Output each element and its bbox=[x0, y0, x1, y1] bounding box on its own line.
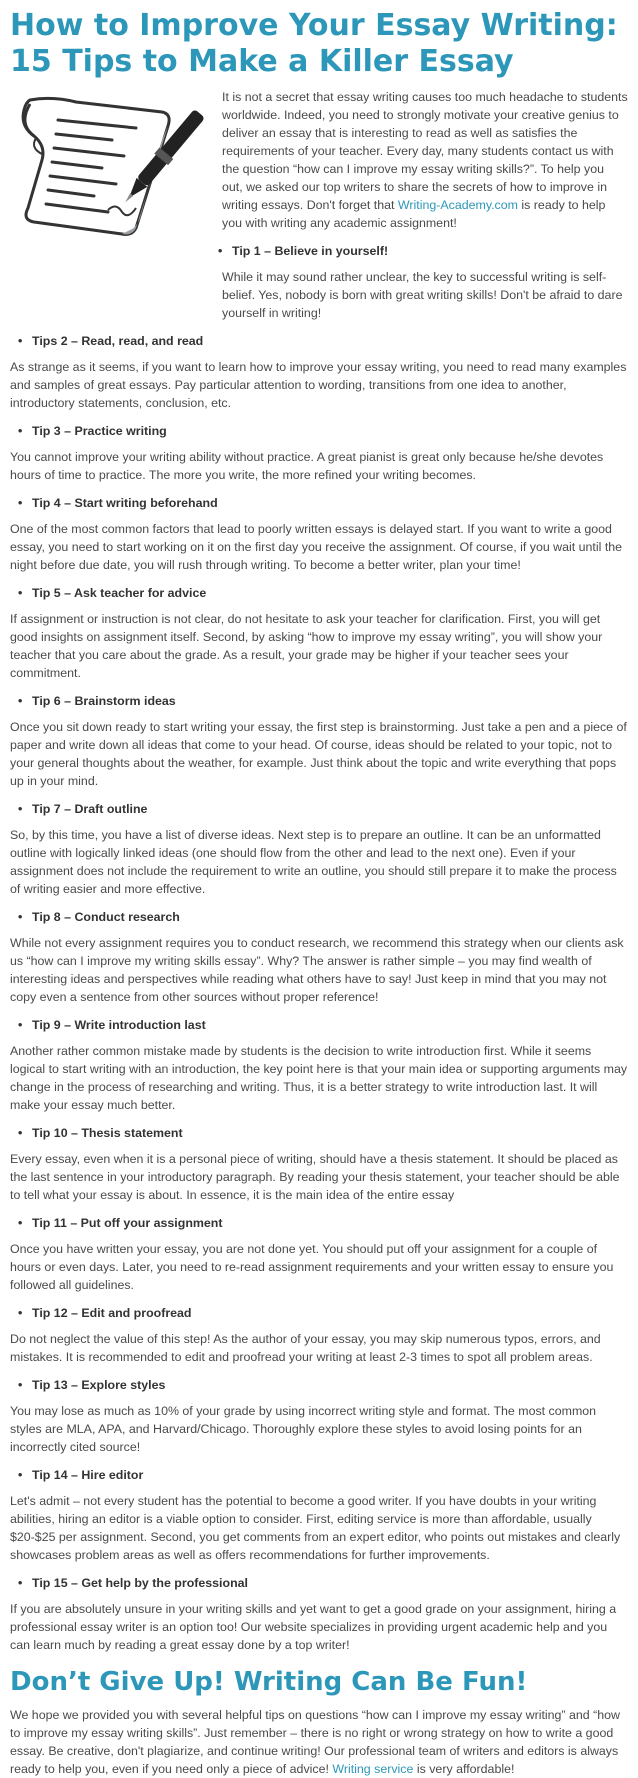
tip-heading: • Tips 2 – Read, read, and read bbox=[32, 332, 628, 350]
tip-heading: • Tip 13 – Explore styles bbox=[32, 1376, 628, 1394]
tip-12 bbox=[10, 1304, 628, 1366]
tip-heading: • Tip 15 – Get help by the professional bbox=[32, 1574, 628, 1592]
tip-heading: • Tip 5 – Ask teacher for advice bbox=[32, 584, 628, 602]
tip-3 bbox=[10, 422, 628, 484]
title-line-1: How to Improve Your Essay Writing: bbox=[10, 8, 618, 43]
title-line-2: 15 Tips to Make a Killer Essay bbox=[10, 44, 514, 79]
intro-paragraph: It is not a secret that essay writing causes too much headache to students worldwide. Indeed, you need to strongly motivate your creative genius to deliver an essay that is interesting to read as well as satisfies the requirements of your teacher. Every day, many students contact us with the question “how can I improve my essay writing skills?”. To help you out, we asked our top writers to share the secrets of how to improve in writing essays. Don't forget that Writing-Academy.com is ready to help you with writing any academic assignment! bbox=[222, 90, 628, 230]
intro-section bbox=[10, 88, 628, 322]
paper-and-pen-illustration bbox=[12, 90, 210, 240]
tip-text: Let's admit – not every student has the potential to become a good writer. If you have doubts in your writing abilities, hiring an editor is a viable option to consider. First, editing service is more than affordable, usually $20-$25 per assignment. Second, you get comments from an expert editor, who points out mistakes and clearly showcases problem areas as well as offers recommendations for further improvements. bbox=[10, 1494, 621, 1562]
tip-1 bbox=[10, 242, 628, 322]
tip-heading: • Tip 1 – Believe in yourself! bbox=[232, 242, 628, 260]
tip-text: Every essay, even when it is a personal piece of writing, should have a thesis statement. It should be placed as the last sentence in your introductory paragraph. By reading your thesis statement, your teacher should be able to tell what your essay is about. In essence, it is the main idea of the entire essay bbox=[10, 1152, 620, 1202]
tip-6 bbox=[10, 692, 628, 790]
tip-text: While it may sound rather unclear, the key to successful writing is self-belief. Yes, nobody is born with great writing skills! Don't be afraid to dare yourself in writing! bbox=[222, 270, 623, 320]
tip-text: As strange as it seems, if you want to learn how to improve your essay writing, you need to read many examples and samples of great essays. Pay particular attention to wording, transitions from one idea to another, introductory statements, conclusion, etc. bbox=[10, 360, 627, 410]
tip-text: If assignment or instruction is not clear, do not hesitate to ask your teacher for clarification. First, you will get good insights on assignment itself. Second, by asking “how to improve my essay writing”, you will show your teacher that you care about the grade. As a result, your grade may be higher if your teacher sees your commitment. bbox=[10, 612, 603, 680]
tip-15 bbox=[10, 1574, 628, 1654]
tip-heading: • Tip 12 – Edit and proofread bbox=[32, 1304, 628, 1322]
tip-text: You cannot improve your writing ability without practice. A great pianist is great only because he/she devotes hours of time to practice. The more you write, the more refined your writing becomes. bbox=[10, 450, 604, 482]
tip-11 bbox=[10, 1214, 628, 1294]
tip-text: Once you have written your essay, you are not done yet. You should put off your assignment for a couple of hours or even days. Later, you need to re-read assignment requirements and your written essay to ensure you followed all guidelines. bbox=[10, 1242, 614, 1292]
tip-text: You may lose as much as 10% of your grade by using incorrect writing style and format. The most common styles are MLA, APA, and Harvard/Chicago. Thoroughly explore these styles to avoid losing points for an incorrectly cited source! bbox=[10, 1404, 597, 1454]
tip-8 bbox=[10, 908, 628, 1006]
tip-heading: • Tip 3 – Practice writing bbox=[32, 422, 628, 440]
tip-heading: • Tip 8 – Conduct research bbox=[32, 908, 628, 926]
tip-heading: • Tip 6 – Brainstorm ideas bbox=[32, 692, 628, 710]
tip-text: One of the most common factors that lead to poorly written essays is delayed start. If you want to write a good essay, you need to start working on it on the first day you receive the assignment. Of course, if you wait until the night before due date, you will rush through writing. To become a better writer, plan your time! bbox=[10, 522, 623, 572]
tip-heading: • Tip 4 – Start writing beforehand bbox=[32, 494, 628, 512]
tip-heading: • Tip 9 – Write introduction last bbox=[32, 1016, 628, 1034]
page-title bbox=[10, 8, 628, 80]
tip-text: So, by this time, you have a list of diverse ideas. Next step is to prepare an outline. It can be an unformatted outline with logically linked ideas (one should flow from the other and lead to the next one). Even if your assignment does not include the requirement to write an outline, you should still prepare it to make the process of writing easier and more effective. bbox=[10, 828, 617, 896]
tip-7 bbox=[10, 800, 628, 898]
tip-10 bbox=[10, 1124, 628, 1204]
closing-paragraph: We hope we provided you with several helpful tips on questions “how can I improve my essay writing” and “how to improve my essay writing skills”. Just remember – there is no right or wrong strategy on how to write a good essay. Be creative, don't plagiarize, and continue writing! Our professional team of writers and editors is always ready to help you, even if you need only a piece of advice! Writing service is very affordable! bbox=[10, 1708, 620, 1776]
tip-text: While not every assignment requires you to conduct research, we recommend this strategy when our clients ask us “how can I improve my writing skills essay”. Why? The answer is rather simple – you may find wealth of interesting ideas and perspectives while reading what others have to say! Just keep in mind that you may not copy even a sentence from other sources without proper reference! bbox=[10, 936, 624, 1004]
tip-13 bbox=[10, 1376, 628, 1456]
tip-text: Do not neglect the value of this step! As the author of your essay, you may skip numerous typos, errors, and mistakes. It is recommended to edit and proofread your writing at least 2-3 times to spot all problem areas. bbox=[10, 1332, 601, 1364]
tip-4 bbox=[10, 494, 628, 574]
tip-heading: • Tip 14 – Hire editor bbox=[32, 1466, 628, 1484]
closing-title: Don’t Give Up! Writing Can Be Fun! bbox=[10, 1667, 528, 1697]
tip-text: If you are absolutely unsure in your writing skills and yet want to get a good grade on your assignment, hiring a professional essay writer is an option too! Our website specializes in providing urgent academic help and you can learn much by reading a great essay done by a top writer! bbox=[10, 1602, 617, 1652]
tip-text: Another rather common mistake made by students is the decision to write introduction first. While it seems logical to start writing with an introduction, the key point here is that your main idea or supporting arguments may change in the process of researching and writing. Thus, it is a better strategy to write introduction last. It will make your essay much better. bbox=[10, 1044, 628, 1112]
tip-text: Once you sit down ready to start writing your essay, the first step is brainstorming. Just take a pen and a piece of paper and write down all ideas that come to your head. Of course, ideas should be related to your topic, not to your general thoughts about the weather, for example. Just think about the topic and write everything that pops up in your mind. bbox=[10, 720, 627, 788]
tip-5 bbox=[10, 584, 628, 682]
tip-heading: • Tip 11 – Put off your assignment bbox=[32, 1214, 628, 1232]
writing-service-link[interactable]: Writing service bbox=[332, 1762, 414, 1776]
tip-2 bbox=[10, 332, 628, 412]
writing-academy-link[interactable]: Writing-Academy.com bbox=[397, 198, 518, 212]
tip-9 bbox=[10, 1016, 628, 1114]
tip-heading: • Tip 10 – Thesis statement bbox=[32, 1124, 628, 1142]
tip-heading: • Tip 7 – Draft outline bbox=[32, 800, 628, 818]
tip-14 bbox=[10, 1466, 628, 1564]
